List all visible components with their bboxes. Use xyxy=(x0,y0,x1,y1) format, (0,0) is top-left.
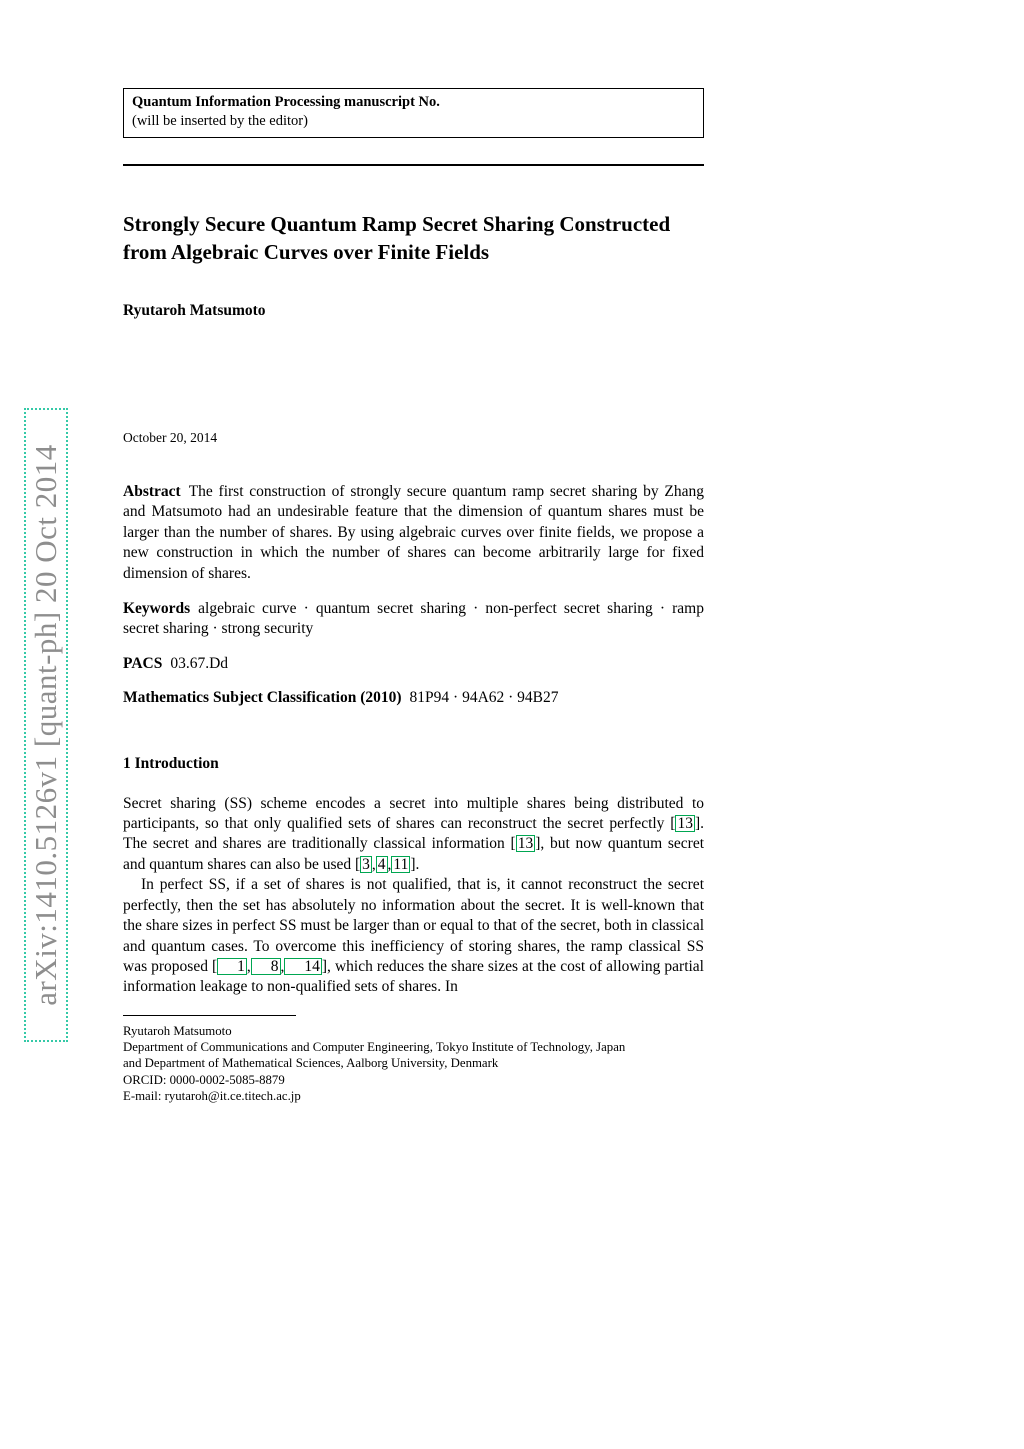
author-name: Ryutaroh Matsumoto xyxy=(123,302,266,319)
footnote-affiliation-1: Department of Communications and Computer Engineering, Tokyo Institute of Technology, Japan xyxy=(123,1040,626,1055)
text-segment: Secret sharing (SS) scheme encodes a secret into multiple shares being distributed to participants, so that only qualified sets of shares can reconstruct the secret perfectly [ xyxy=(123,794,704,833)
citation-link[interactable]: 13 xyxy=(677,815,693,833)
text-segment: ]. The secret and shares are traditionally classical information [ xyxy=(123,815,704,853)
submission-date: October 20, 2014 xyxy=(123,430,218,445)
msc-label: Mathematics Subject Classification (2010) xyxy=(123,689,402,707)
journal-manuscript-line: Quantum Information Processing manuscript No. xyxy=(132,94,440,110)
text-segment: ]. xyxy=(410,855,420,873)
text-segment: ], but now quantum secret and quantum shares can also be used [ xyxy=(123,835,705,873)
keywords-label: Keywords xyxy=(123,600,191,618)
abstract xyxy=(123,482,704,584)
footnote-author: Ryutaroh Matsumoto xyxy=(123,1023,232,1038)
intro-paragraph-2 xyxy=(123,875,704,997)
text-segment: , xyxy=(280,957,285,975)
header-rule xyxy=(123,164,704,166)
citation-link[interactable]: 11 xyxy=(393,855,409,873)
text-segment: ], which reduces the share sizes at the cost of allowing partial information leakage to non-qualified sets of shares. In xyxy=(123,957,704,996)
text-segment: , xyxy=(371,855,376,873)
manuscript-header-box xyxy=(123,88,704,138)
paper-title: Strongly Secure Quantum Ramp Secret Sharing Constructed from Algebraic Curves over Finite Fields xyxy=(123,212,671,264)
citation-link[interactable]: 8 xyxy=(251,958,281,975)
abstract-label: Abstract xyxy=(123,483,181,500)
text-segment: , xyxy=(387,855,392,873)
msc xyxy=(123,688,704,708)
citation-link[interactable]: 13 xyxy=(517,835,534,853)
footnote-orcid: ORCID: 0000-0002-5085-8879 xyxy=(123,1072,285,1087)
citation-link[interactable]: 4 xyxy=(377,855,386,873)
section-heading-introduction: 1 Introduction xyxy=(123,754,219,772)
keywords xyxy=(123,599,704,640)
citation-link[interactable]: 3 xyxy=(362,855,370,873)
pacs-label: PACS xyxy=(123,654,163,672)
footnote-email: E-mail: ryutaroh@it.ce.titech.ac.jp xyxy=(123,1088,301,1103)
pacs xyxy=(123,654,704,674)
abstract-text: The first construction of strongly secure quantum ramp secret sharing by Zhang and Matsumoto had an undesirable feature that the dimension of quantum shares must be larger than the number of shares. By using algebraic curves over finite fields, we propose a new construction in which the number of shares can become arbitrarily large for fixed dimension of shares. xyxy=(123,483,704,582)
footnote-affiliation-2: and Department of Mathematical Sciences, Aalborg University, Denmark xyxy=(123,1056,499,1071)
pacs-text: 03.67.Dd xyxy=(170,654,229,672)
editor-note-line: (will be inserted by the editor) xyxy=(132,113,308,129)
paper-content-column xyxy=(123,88,704,1104)
text-segment: , xyxy=(246,957,251,975)
intro-paragraph-1 xyxy=(123,794,704,876)
author-footnote xyxy=(123,1023,704,1104)
text-segment: In perfect SS, if a set of shares is not qualified, that is, it cannot reconstruct the secret perfectly, then the set has absolutely no information about the secret. It is well-known that the share sizes in perfect SS must be larger than or equal to that of the secret, both in classical and quantum cases. To overcome this inefficiency of storing shares, the ramp classical SS was proposed [ xyxy=(123,876,704,975)
arxiv-watermark-text: arXiv:1410.5126v1 [quant-ph] 20 Oct 2014 xyxy=(28,444,63,1006)
citation-link[interactable]: 14 xyxy=(284,958,322,975)
citation-link[interactable]: 1 xyxy=(217,958,247,975)
msc-text: 81P94 · 94A62 · 94B27 xyxy=(409,689,559,707)
arxiv-watermark-box xyxy=(24,408,68,1042)
footnote-rule xyxy=(123,1015,296,1016)
keywords-text: algebraic curve · quantum secret sharing · non-perfect secret sharing · ramp secret sharing · strong security xyxy=(123,600,704,638)
